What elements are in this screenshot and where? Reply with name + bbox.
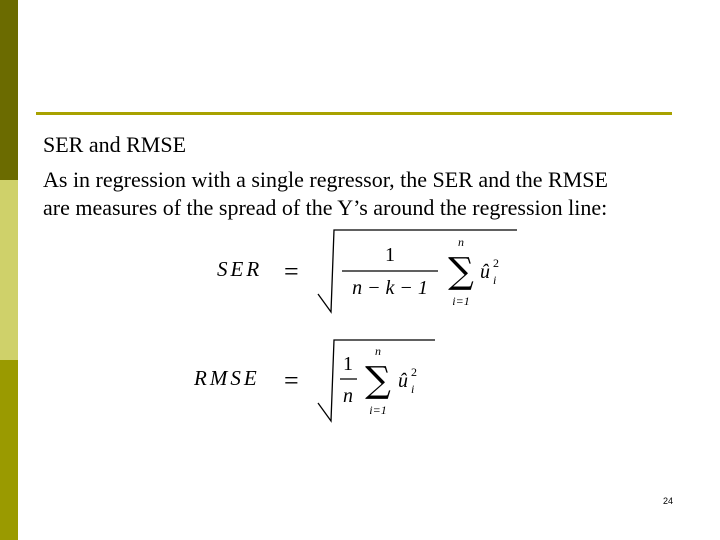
slide-title: SER and RMSE — [43, 132, 187, 157]
ser-summand-sub: i — [493, 273, 497, 287]
title-divider — [36, 112, 672, 115]
ser-equals: = — [284, 257, 299, 286]
ser-summand: û — [480, 261, 490, 283]
sidebar-segment-top — [0, 0, 18, 180]
rmse-equals: = — [284, 366, 299, 395]
ser-numerator: 1 — [385, 244, 395, 266]
sidebar-segment-middle — [0, 180, 18, 360]
sidebar-accent — [0, 0, 18, 540]
sidebar-segment-bottom — [0, 360, 18, 540]
rmse-summand: û — [398, 370, 408, 392]
page-number: 24 — [663, 496, 674, 506]
body-line-2: are measures of the spread of the Y’s around the regression line: — [43, 195, 608, 220]
rmse-sum-lower: i=1 — [369, 403, 387, 417]
rmse-formula — [185, 336, 445, 433]
slide-body — [43, 166, 683, 222]
ser-sum-lower: i=1 — [452, 294, 470, 308]
rmse-denominator: n — [343, 385, 353, 407]
ser-sum-symbol: ∑ — [448, 251, 474, 292]
rmse-numerator: 1 — [343, 353, 353, 375]
body-line-1: As in regression with a single regressor, the SER and the RMSE — [43, 167, 608, 192]
ser-formula — [185, 226, 525, 323]
ser-denominator: n − k − 1 — [352, 277, 428, 299]
rmse-summand-sup: 2 — [411, 365, 417, 379]
ser-sum-upper: n — [458, 235, 464, 249]
rmse-sum-upper: n — [375, 344, 381, 358]
ser-lhs: SER — [217, 257, 263, 281]
rmse-summand-sub: i — [411, 382, 415, 396]
ser-summand-sup: 2 — [493, 256, 499, 270]
rmse-sum-symbol: ∑ — [365, 360, 391, 401]
rmse-lhs: RMSE — [194, 366, 260, 390]
